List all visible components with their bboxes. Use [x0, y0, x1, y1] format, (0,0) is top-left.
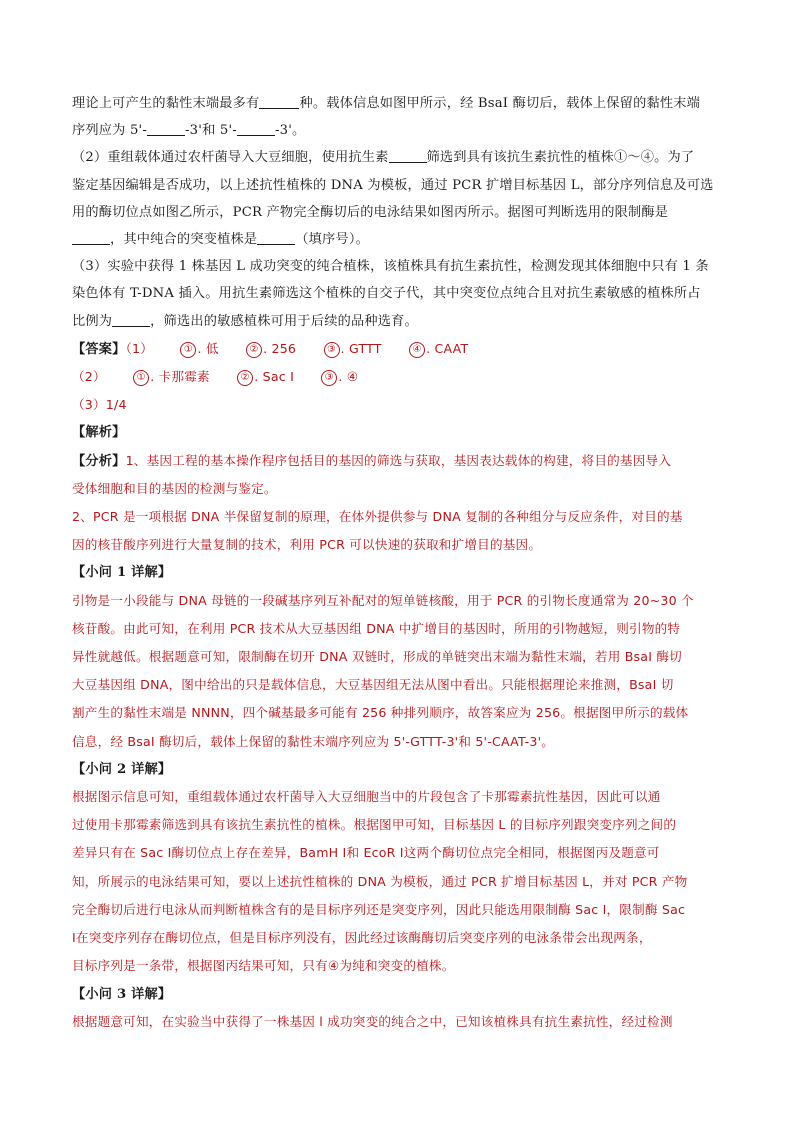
s3-line-1 [72, 1008, 726, 1036]
circled-number: ② [237, 370, 253, 386]
question-2-line-2: 鉴定基因编辑是否成功，以上述抗性植株的 DNA 为模板，通过 PCR 扩增目标基因 L，部分序列信息及可选 [72, 177, 714, 193]
detail-text: 差异只有在 Sac Ⅰ酶切位点上存在差异，BamH Ⅰ和 EcoR Ⅰ这两个酶切位点完全相同，根据图丙及题意可 [72, 845, 660, 861]
text: 理论上可产生的黏性末端最多有 [72, 96, 260, 111]
blank-3 [237, 121, 275, 136]
s2-line-4 [72, 868, 726, 896]
s1-line-3 [72, 643, 726, 671]
s2-line-7 [72, 952, 726, 980]
detail-text: 信息，经 BsaI 酶切后，载体上保留的黏性末端序列应为 5'-GTTT-3'和 5'-CAAT-3'。 [72, 733, 555, 749]
detail-text: 根据图示信息可知，重组载体通过农杆菌导入大豆细胞当中的片段包含了卡那霉素抗性基因，因此可以通 [72, 789, 661, 805]
answer-part-num: （2） [72, 369, 106, 385]
section-tag: 【小问 3 详解】 [72, 986, 172, 1002]
question-2-line-3: 用的酶切位点如图乙所示，PCR 产物完全酶切后的电泳结果如图丙所示。据图可判断选用的限制酶是 [72, 204, 669, 220]
s2-line-2 [72, 811, 726, 839]
s2-line-3 [72, 839, 726, 867]
section-tag: 【小问 1 详解】 [72, 565, 172, 581]
text: ，筛选出的敏感植株可用于后续的品种选育。 [150, 313, 418, 329]
answer-value: . 低 [197, 340, 219, 356]
text: 比例为 [72, 313, 113, 329]
answer-value: . 卡那霉素 [150, 369, 210, 385]
answer-row-1 [72, 335, 726, 363]
circled-number: ① [180, 342, 196, 358]
question-3-line-2: 染色体有 T-DNA 插入。用抗生素筛选这个植株的自交子代，其中突变位点纯合且对抗生素敏感的植株所占 [72, 286, 701, 302]
text: （2）重组载体通过农杆菌导入大豆细胞，使用抗生素 [72, 150, 389, 166]
detail-text: 过使用卡那霉素筛选到具有该抗生素抗性的植株。根据图甲可知，目标基因 L 的目标序列跟突变序列之间的 [72, 817, 677, 833]
detail-text: 为纯和突变的植株。 [339, 958, 455, 974]
document-content [72, 90, 726, 1036]
subquestion-1-label [72, 559, 726, 586]
subquestion-3-label [72, 981, 726, 1008]
question-line-2 [72, 117, 726, 144]
question-3-line-1: （3）实验中获得 1 株基因 L 成功突变的纯合植株，该植株具有抗生素抗性，检测发现其体细胞中只有 1 条 [72, 259, 709, 275]
text: -3'。 [274, 123, 306, 139]
detail-text: 割产生的黏性末端是 NNNN，四个碱基最多可能有 256 种排列顺序，故答案应为 256。根据图甲所示的载体 [72, 705, 689, 721]
s1-line-2 [72, 615, 726, 643]
s1-line-4 [72, 671, 726, 699]
answer-value: . Sac Ⅰ [254, 369, 294, 385]
answer-value: . ④ [338, 369, 359, 385]
detail-text: 引物是一小段能与 DNA 母链的一段碱基序列互补配对的短单链核酸，用于 PCR 的引物长度通常为 20~30 个 [72, 592, 694, 608]
detail-text: 根据题意可知，在实验当中获得了一株基因 l 成功突变的纯合之中，已知该植株具有抗生素抗性，经过检测 [72, 1013, 673, 1029]
s1-line-6 [72, 728, 726, 756]
text: （填序号）。 [295, 232, 369, 248]
detail-text: Ⅰ在突变序列存在酶切位点，但是目标序列没有，因此经过该酶酶切后突变序列的电泳条带会出现两条， [72, 930, 652, 946]
detail-text: 目标序列是一条带，根据图丙结果可知，只有 [72, 958, 328, 974]
fenxi-line-3 [72, 503, 726, 531]
detail-text: 知，所展示的电泳结果可知，要以上述抗性植株的 DNA 为模板，通过 PCR 扩增目标基因 L，并对 PCR 产物 [72, 873, 688, 889]
answer-row-2 [72, 363, 726, 391]
answer-value: . GTTT [340, 340, 382, 356]
question-3-line-3 [72, 308, 726, 335]
text: ，其中纯合的突变植株是 [110, 232, 258, 248]
circled-number: ① [133, 370, 149, 386]
answer-value: （3）1/4 [72, 397, 127, 413]
answer-row-3 [72, 391, 726, 419]
analysis-tag: 【解析】 [72, 425, 126, 441]
s1-line-5 [72, 699, 726, 727]
fenxi-line-2 [72, 475, 726, 503]
blank-5 [72, 230, 110, 245]
question-2-line-4 [72, 226, 726, 253]
s1-line-1 [72, 587, 726, 615]
fenxi-text: 2、PCR 是一项根据 DNA 半保留复制的原理，在体外提供参与 DNA 复制的各种组分与反应条件，对目的基 [72, 509, 683, 525]
fenxi-text: 1、基因工程的基本操作程序包括目的基因的筛选与获取，基因表达载体的构建，将目的基因导入 [125, 452, 672, 468]
circled-number: ④ [327, 958, 340, 974]
answer-value: . 256 [263, 340, 297, 356]
blank-1 [259, 94, 299, 109]
fenxi-tag: 【分析】 [72, 453, 126, 469]
detail-text: 核苷酸。由此可知，在利用 PCR 技术从大豆基因组 DNA 中扩增目的基因时，所用的引物越短，则引物的特 [72, 620, 681, 636]
question-2-line-1 [72, 144, 726, 171]
s2-line-5 [72, 896, 726, 924]
circled-number: ② [246, 342, 262, 358]
detail-text: 完全酶切后进行电泳从而判断植株含有的是目标序列还是突变序列，因此只能选用限制酶 Sac Ⅰ，限制酶 Sac [72, 901, 686, 917]
subquestion-2-label [72, 756, 726, 783]
answer-value: . CAAT [426, 340, 469, 356]
blank-6 [257, 230, 295, 245]
text: -3'和 5'- [185, 123, 237, 139]
s2-line-6 [72, 924, 726, 952]
analysis-label [72, 419, 726, 446]
circled-number: ③ [324, 342, 340, 358]
text: 筛选到具有该抗生素抗性的植株①～④。为了 [426, 150, 695, 166]
text: 序列应为 5'- [72, 123, 148, 139]
detail-text: 异性就越低。根据题意可知，限制酶在切开 DNA 双链时，形成的单链突出末端为黏性末端，若用 BsaI 酶切 [72, 649, 682, 665]
question-line-1 [72, 90, 726, 117]
s2-line-1 [72, 783, 726, 811]
fenxi-text: 因的核苷酸序列进行大量复制的技术，利用 PCR 可以快速的获取和扩增目的基因。 [72, 537, 542, 553]
circled-number: ④ [409, 342, 425, 358]
answer-part-num: （1） [125, 340, 154, 356]
blank-7 [112, 312, 150, 327]
detail-text: 大豆基因组 DNA，图中给出的只是载体信息，大豆基因组无法从图中看出。只能根据理论来推测，BsaI 切 [72, 677, 674, 693]
fenxi-text: 受体细胞和目的基因的检测与鉴定。 [72, 480, 277, 496]
fenxi-line-1 [72, 447, 726, 475]
circled-number: ③ [321, 370, 337, 386]
fenxi-line-4 [72, 531, 726, 559]
blank-4 [389, 148, 427, 163]
blank-2 [147, 121, 185, 136]
answer-label: 【答案】 [72, 341, 126, 357]
section-tag: 【小问 2 详解】 [72, 761, 172, 777]
text: 种。载体信息如图甲所示，经 BsaI 酶切后，载体上保留的黏性末端 [299, 96, 701, 111]
